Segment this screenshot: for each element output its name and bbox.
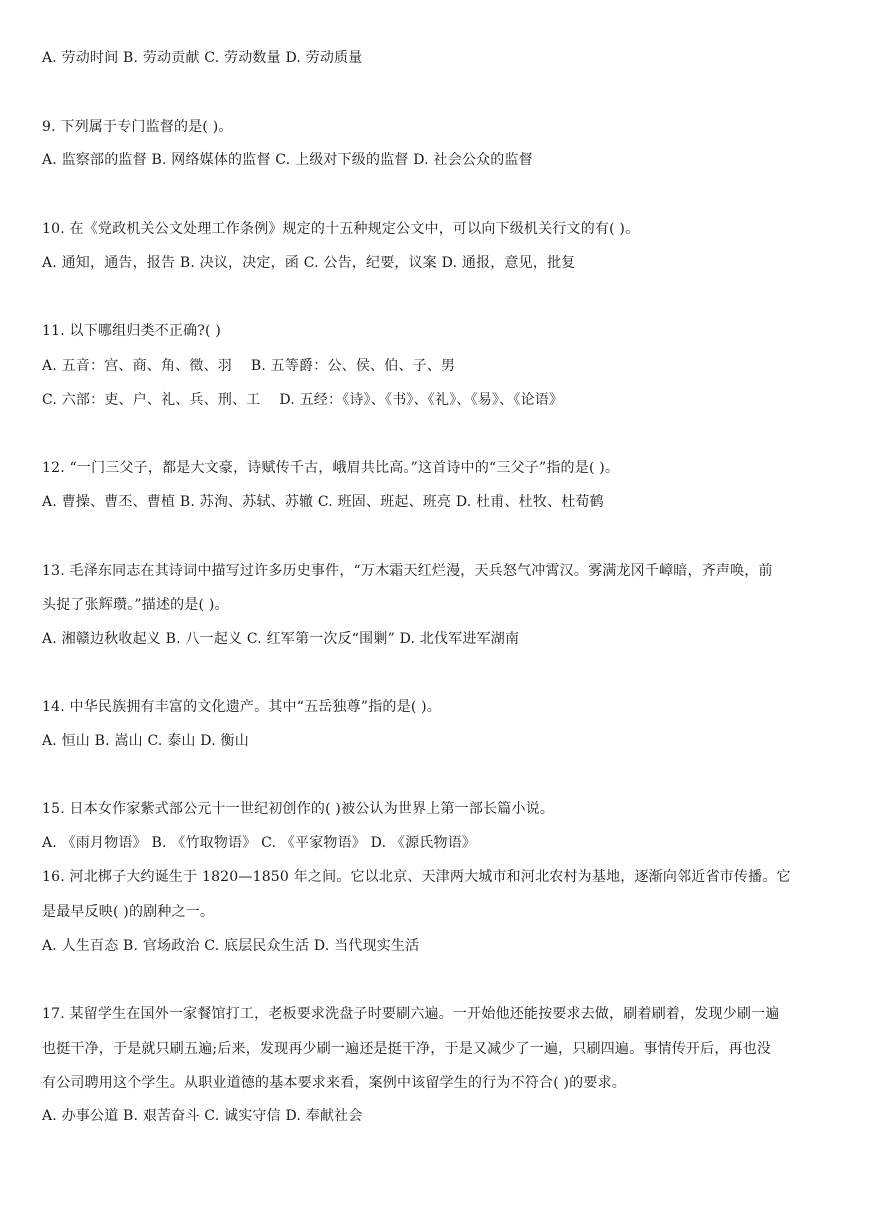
question-13-options: A. 湘赣边秋收起义 B. 八一起义 C. 红军第一次反“围剿” D. 北伐军进军湖南 [42,631,520,647]
question-10-options: A. 通知，通告，报告 B. 决议，决定，函 C. 公告，纪要，议案 D. 通报，意见，批复 [42,255,576,271]
question-11-options-ab: A. 五音：宫、商、角、徵、羽 B. 五等爵：公、侯、伯、子、男 [42,358,456,374]
question-9-stem: 9. 下列属于专门监督的是( )。 [42,119,233,135]
question-17-stem-line-3: 有公司聘用这个学生。从职业道德的基本要求来看，案例中该留学生的行为不符合( )的要求。 [42,1075,626,1091]
question-17-options: A. 办事公道 B. 艰苦奋斗 C. 诚实守信 D. 奉献社会 [42,1108,363,1124]
question-12-stem: 12. “一门三父子，都是大文豪，诗赋传千古，峨眉共比高。”这首诗中的“三父子”指的是( )。 [42,460,620,476]
question-12-options: A. 曹操、曹丕、曹植 B. 苏洵、苏轼、苏辙 C. 班固、班起、班亮 D. 杜甫、杜牧、杜荀鹤 [42,494,604,510]
question-15-options: A. 《雨月物语》 B. 《竹取物语》 C. 《平家物语》 D. 《源氏物语》 [42,835,477,851]
question-17-stem-line-1: 17. 某留学生在国外一家餐馆打工，老板要求洗盘子时要刷六遍。一开始他还能按要求去做，刷着刷着，发现少刷一遍 [42,1006,780,1022]
question-17-stem-line-2: 也挺干净，于是就只刷五遍;后来，发现再少刷一遍还是挺干净，于是又减少了一遍，只刷四遍。事情传开后，再也没 [42,1041,772,1057]
question-11-options-cd: C. 六部：吏、户、礼、兵、刑、工 D. 五经：《诗》、《书》、《礼》、《易》、《论语》 [42,392,564,408]
question-13-stem-line-1: 13. 毛泽东同志在其诗词中描写过许多历史事件，“万木霜天红烂漫，天兵怒气冲霄汉。雾满龙冈千嶂暗，齐声唤，前 [42,563,773,579]
question-11-stem: 11. 以下哪组归类不正确?( ) [42,323,221,339]
question-14-stem: 14. 中华民族拥有丰富的文化遗产。其中“五岳独尊”指的是( )。 [42,699,442,715]
question-10-stem: 10. 在《党政机关公文处理工作条例》规定的十五种规定公文中，可以向下级机关行文的有( )。 [42,221,640,237]
question-14-options: A. 恒山 B. 嵩山 C. 泰山 D. 衡山 [42,733,249,749]
question-16-stem-line-1: 16. 河北梆子大约诞生于 1820—1850 年之间。它以北京、天津两大城市和河北农村为基地，逐渐向邻近省市传播。它 [42,869,791,885]
question-16-options: A. 人生百态 B. 官场政治 C. 底层民众生活 D. 当代现实生活 [42,938,420,954]
question-13-stem-line-2: 头捉了张辉瓒。”描述的是( )。 [42,597,229,613]
question-16-stem-line-2: 是最早反映( )的剧种之一。 [42,904,215,920]
question-9-options: A. 监察部的监督 B. 网络媒体的监督 C. 上级对下级的监督 D. 社会公众的监督 [42,152,533,168]
question-15-stem: 15. 日本女作家紫式部公元十一世纪初创作的( )被公认为世界上第一部长篇小说。 [42,801,555,817]
question-8-options: A. 劳动时间 B. 劳动贡献 C. 劳动数量 D. 劳动质量 [42,50,363,66]
